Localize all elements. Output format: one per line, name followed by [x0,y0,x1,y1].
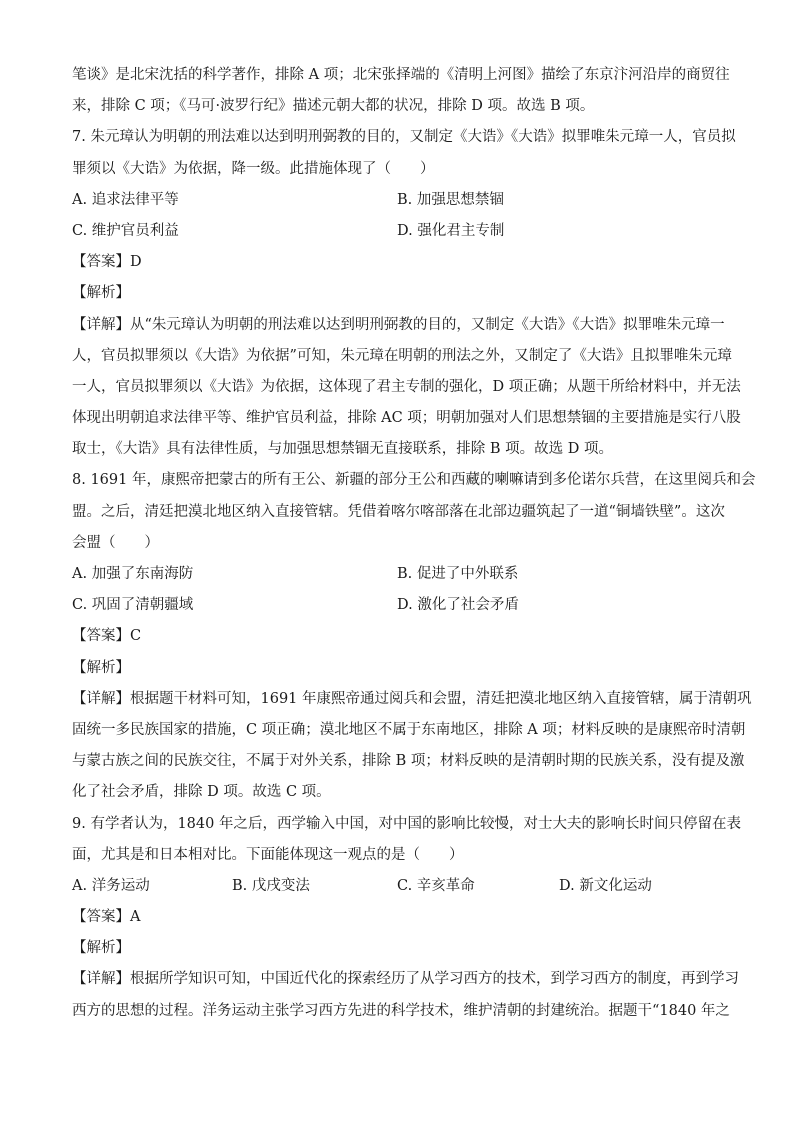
q9-option-c: C. 辛亥革命 [397,877,475,894]
q8-options-row-1 [72,559,722,590]
intro-line-1: 笔谈》是北宋沈括的科学著作，排除 A 项；北宋张择端的《清明上河图》描绘了东京汴河沿岸的商贸往 [72,67,730,83]
q7-detail-line-1: 【详解】从“朱元璋认为明朝的刑法难以达到明刑弼教的目的，又制定《大诰》《大诰》拟罪唯朱元璋一 [72,316,725,333]
q9-option-b: B. 戊戌变法 [232,877,310,894]
q7-option-d: D. 强化君主专制 [397,222,505,239]
q8-answer-label: 【答案】 [72,628,130,645]
q8-answer-value: C [130,628,142,645]
q8-detail-line-1: 【详解】根据题干材料可知，1691 年康熙帝通过阅兵和会盟，清廷把漠北地区纳入直接管辖，属于清朝巩 [72,690,752,707]
q9-analysis-label: 【解析】 [72,940,130,957]
q9-detail-line-1: 【详解】根据所学知识可知，中国近代化的探索经历了从学习西方的技术，到学习西方的制度，再到学习 [72,971,739,988]
q7-analysis-label: 【解析】 [72,285,130,302]
q7-answer-label: 【答案】 [72,254,130,271]
q9-stem-line-2: 面，尤其是和日本相对比。下面能体现这一观点的是（ ） [72,846,464,863]
q7-option-a: A. 追求法律平等 [72,191,179,208]
q9-stem-line-1: 9. 有学者认为，1840 年之后，西学输入中国，对中国的影响比较慢，对士大夫的影响长时间只停留在表 [72,815,741,832]
q7-option-c: C. 维护官员利益 [72,222,179,239]
q9-answer-value: A [130,909,141,926]
q7-answer [72,247,722,278]
q9-answer-label: 【答案】 [72,909,130,926]
q8-option-b: B. 促进了中外联系 [397,566,519,582]
q9-option-a: A. 洋务运动 [72,877,150,894]
q7-options-row-2 [72,216,722,247]
q9-options-row [72,871,722,902]
q7-stem-line-1: 7. 朱元璋认为明朝的刑法难以达到明刑弼教的目的，又制定《大诰》《大诰》拟罪唯朱元璋一人，官员拟 [72,129,736,146]
q9-option-d: D. 新文化运动 [559,877,652,894]
q7-detail-line-3: 一人，官员拟罪须以《大诰》为依据，这体现了君主专制的强化，D 项正确；从题干所给材料中，并无法 [72,378,741,395]
q8-detail-line-2: 固统一多民族国家的措施，C 项正确；漠北地区不属于东南地区，排除 A 项；材料反映的是康熙帝时清朝 [72,721,746,738]
q7-answer-value: D [130,254,142,271]
document-page [72,60,756,1027]
q8-option-a: A. 加强了东南海防 [72,566,194,582]
q8-analysis-label: 【解析】 [72,659,130,676]
q9-detail-line-2: 西方的思想的过程。洋务运动主张学习西方先进的科学技术，维护清朝的封建统治。据题干“1840 年之 [72,1002,730,1019]
q7-options-row-1 [72,185,722,216]
q8-stem-line-1: 8. 1691 年，康熙帝把蒙古的所有王公、新疆的部分王公和西藏的喇嘛请到多伦诺尔兵营，在这里阅兵和会 [72,472,756,489]
q7-detail-line-4: 体现出明朝追求法律平等、维护官员利益，排除 AC 项；明朝加强对人们思想禁锢的主要措施是实行八股 [72,410,741,427]
q7-detail-line-2: 人，官员拟罪须以《大诰》为依据”可知，朱元璋在明朝的刑法之外，又制定了《大诰》且拟罪唯朱元璋 [72,347,732,364]
q7-detail-line-5: 取士，《大诰》具有法律性质，与加强思想禁锢无直接联系，排除 B 项。故选 D 项。 [72,441,613,458]
q8-detail-line-4: 化了社会矛盾，排除 D 项。故选 C 项。 [72,784,331,801]
intro-line-2: 来，排除 C 项；《马可·波罗行纪》描述元朝大都的状况，排除 D 项。故选 B 项。 [72,98,595,115]
q8-option-d: D. 激化了社会矛盾 [397,597,519,614]
q8-detail-line-3: 与蒙古族之间的民族交往，不属于对外关系，排除 B 项；材料反映的是清朝时期的民族关系，没有提及激 [72,753,745,770]
q7-stem-line-2: 罪须以《大诰》为依据，降一级。此措施体现了（ ） [72,160,435,177]
q9-answer [72,902,722,933]
q7-option-b: B. 加强思想禁锢 [397,191,504,208]
q8-stem-line-2: 盟。之后，清廷把漠北地区纳入直接管辖。凭借着喀尔喀部落在北部边疆筑起了一道“铜墙铁壁”。这次 [72,503,725,520]
q8-option-c: C. 巩固了清朝疆域 [72,597,194,614]
q8-stem-line-3: 会盟（ ） [72,534,159,551]
q8-options-row-2 [72,590,722,621]
q8-answer [72,621,722,652]
